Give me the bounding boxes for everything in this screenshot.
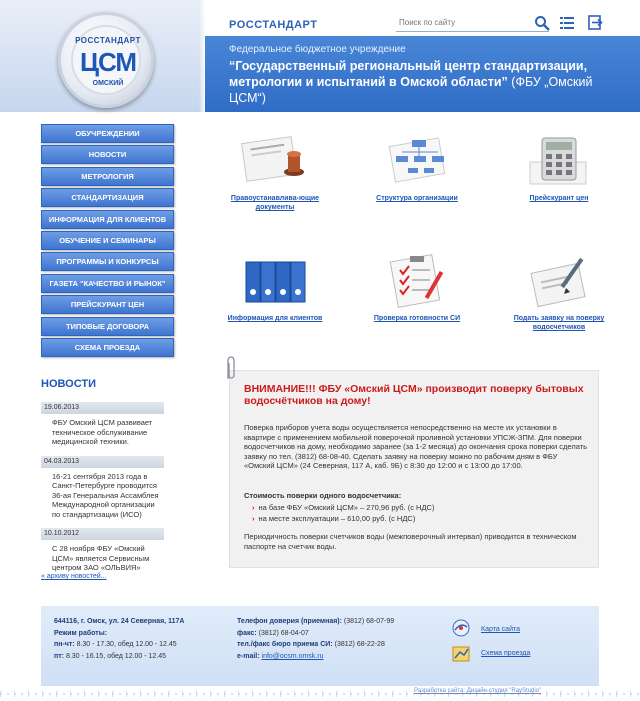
notice-cost-title: Стоимость поверки одного водосчетчика: <box>244 491 402 500</box>
menu-item-directions[interactable]: СХЕМА ПРОЕЗДА <box>41 338 174 357</box>
org-title <box>229 58 624 106</box>
logo-area <box>0 0 205 112</box>
notice-cost-list <box>252 502 582 524</box>
org-title-short: (ФБУ „Омский ЦСМ“) <box>229 75 593 105</box>
list-item: › на базе ФБУ «Омский ЦСМ» – 270,96 руб. (с НДС) <box>252 503 435 512</box>
footer-fax: (3812) 68-04-07 <box>258 629 309 637</box>
list-item: › на месте эксплуатации – 610,00 руб. (с НДС) <box>252 514 416 523</box>
footer-address: 644116, г. Омск, ул. 24 Северная, 117А <box>54 618 185 625</box>
directions-link[interactable]: Схема проезда <box>481 650 531 657</box>
paperclip-icon <box>224 355 238 381</box>
footer-phone: (3812) 68-07-99 <box>343 618 395 625</box>
arrow-icon: › <box>252 503 255 512</box>
news-date: 10.10.2012 <box>41 528 164 540</box>
news-date: 04.03.2013 <box>41 456 164 468</box>
notice-footnote: Периодичность поверки счетчиков воды (межповерочный интервал) приводится в техническом паспорте на счетчик воды. <box>244 532 577 551</box>
tile-label[interactable]: Правоустанавлива-ющие документы <box>230 195 320 211</box>
org-title-full: “Государственный региональный центр стандартизации, метрологии и испытаний в Омской области” <box>229 59 588 89</box>
menu-item-metrology[interactable]: МЕТРОЛОГИЯ <box>41 167 174 186</box>
news-item <box>41 402 164 456</box>
news-text[interactable]: ФБУ Омский ЦСМ развивает техническое обслуживание медицинской техники. <box>52 418 153 446</box>
credit-link[interactable]: Разработка сайта: Дизайн-студия "RayStudio" <box>414 688 542 694</box>
footer-hours-friday: 8.30 - 16.15, обед 12.00 - 12.45 <box>65 652 167 660</box>
quick-links <box>215 130 625 340</box>
news-archive-link[interactable]: « архиву новостей... <box>41 573 107 580</box>
menu-item-about[interactable]: ОБУЧРЕЖДЕНИИ <box>41 124 174 143</box>
brand-name[interactable]: РОССТАНДАРТ <box>229 19 318 31</box>
notice-box <box>229 370 599 568</box>
menu-item-prices[interactable]: ПРЕЙСКУРАНТ ЦЕН <box>41 295 174 314</box>
menu-item-contracts[interactable]: ТИПОВЫЕ ДОГОВОРА <box>41 317 174 336</box>
tile-label[interactable]: Подать заявку на поверку водосчетчиков <box>513 315 605 331</box>
footer-hours-label: Режим работы: <box>54 629 108 637</box>
tile-client-info[interactable] <box>215 252 335 323</box>
sitemap-icon[interactable] <box>451 618 471 638</box>
search-box <box>396 13 549 32</box>
notice-heading: ВНИМАНИЕ!!! ФБУ «Омский ЦСМ» производит поверку бытовых водосчётчиков на дому! <box>244 383 584 407</box>
news-text[interactable]: 16-21 сентября 2013 года в Санкт-Петербурге проводится 36-ая Генеральная Ассамблея Международной организации по стандартизации (ИСО) <box>52 471 159 519</box>
tile-prices[interactable] <box>499 132 619 203</box>
footer-address-block: 644116, г. Омск, ул. 24 Северная, 117А Режим работы: пн-чт: 8.30 - 17.30, обед 12.00 - 12.45 пт: 8.30 - 16.15, обед 12.00 - 12.45 <box>54 618 185 660</box>
footer-tel: (3812) 68-22-28 <box>334 641 385 649</box>
search-input[interactable] <box>399 15 527 29</box>
tile-application[interactable] <box>499 252 619 332</box>
list-icon[interactable] <box>560 16 574 30</box>
tile-structure[interactable] <box>357 132 477 203</box>
binders-icon <box>236 252 314 308</box>
checklist-icon <box>378 252 456 308</box>
news-item <box>41 456 164 529</box>
tile-label[interactable]: Прейскурант цен <box>529 195 589 202</box>
tile-readiness[interactable] <box>357 252 477 323</box>
structure-icon <box>378 132 456 188</box>
tile-label[interactable]: Информация для клиентов <box>227 315 323 322</box>
logo-main-text: ЦСМ <box>79 47 137 77</box>
site-header <box>0 0 640 112</box>
sidebar-menu <box>41 124 175 359</box>
news-heading[interactable]: НОВОСТИ <box>41 378 97 390</box>
menu-item-training[interactable]: ОБУЧЕНИЕ И СЕМИНАРЫ <box>41 231 174 250</box>
site-footer <box>41 606 599 686</box>
news-text[interactable]: С 28 ноября ФБУ «Омский ЦСМ» является Сервисным центром ЗАО «ОЛЬВИЯ» <box>52 544 150 572</box>
tile-documents[interactable] <box>215 132 335 212</box>
documents-icon <box>236 132 314 188</box>
logo-bottom-text: ОМСКИЙ <box>92 80 124 87</box>
footer-hours-weekdays: 8.30 - 17.30, обед 12.00 - 12.45 <box>76 641 177 649</box>
arrow-icon: › <box>252 514 255 523</box>
calculator-icon <box>520 132 598 188</box>
news-date: 19.06.2013 <box>41 402 164 414</box>
menu-item-programs[interactable]: ПРОГРАММЫ И КОНКУРСЫ <box>41 252 174 271</box>
menu-item-client-info[interactable]: ИНФОРМАЦИЯ ДЛЯ КЛИЕНТОВ <box>41 210 174 229</box>
footer-decor-line <box>0 686 640 701</box>
tile-label[interactable]: Структура организации <box>376 195 458 202</box>
sitemap-link[interactable]: Карта сайта <box>481 626 520 633</box>
org-subtitle: Федеральное бюджетное учреждение <box>229 44 406 55</box>
footer-contacts-block: Телефон доверия (приемная): (3812) 68-07-99 факс: (3812) 68-04-07 тел./факс бюро приема СИ: (3812) 68-22-28 e-mail: info@ocsm.omsk.ru <box>237 618 395 660</box>
notice-body: Поверка приборов учета воды осуществляется непосредственно на месте их установки в квартире с применением мобильной поверочной проливной установки УПСЖ-ЗПМ. Для поверки водосчетчиков на дому, необходимо заранее (за 1-2 месяца) до окончания срока поверки сделать заявку по тел. (3812) 68-08-40. Сделать заявку на поверку можно по рабочим дням в ФБУ «Омский ЦСМ» (24 Северная, 117 А, каб. 9Б) с 8:30 до 12:00 и с 13:00 до 17:00. <box>244 423 588 470</box>
search-icon[interactable] <box>534 15 550 31</box>
tile-label[interactable]: Проверка готовности СИ <box>373 315 461 322</box>
application-icon <box>520 252 598 308</box>
directions-icon[interactable] <box>451 644 471 664</box>
news-list <box>41 402 164 582</box>
menu-item-standardization[interactable]: СТАНДАРТИЗАЦИЯ <box>41 188 174 207</box>
logo-top-text: РОССТАНДАРТ <box>75 36 141 45</box>
footer-email-link[interactable]: info@ocsm.omsk.ru <box>261 652 324 660</box>
exit-icon[interactable] <box>588 15 603 30</box>
menu-item-newspaper[interactable]: ГАЗЕТА "КАЧЕСТВО И РЫНОК" <box>41 274 174 293</box>
menu-item-news[interactable]: НОВОСТИ <box>41 145 174 164</box>
csm-logo[interactable] <box>58 12 154 108</box>
